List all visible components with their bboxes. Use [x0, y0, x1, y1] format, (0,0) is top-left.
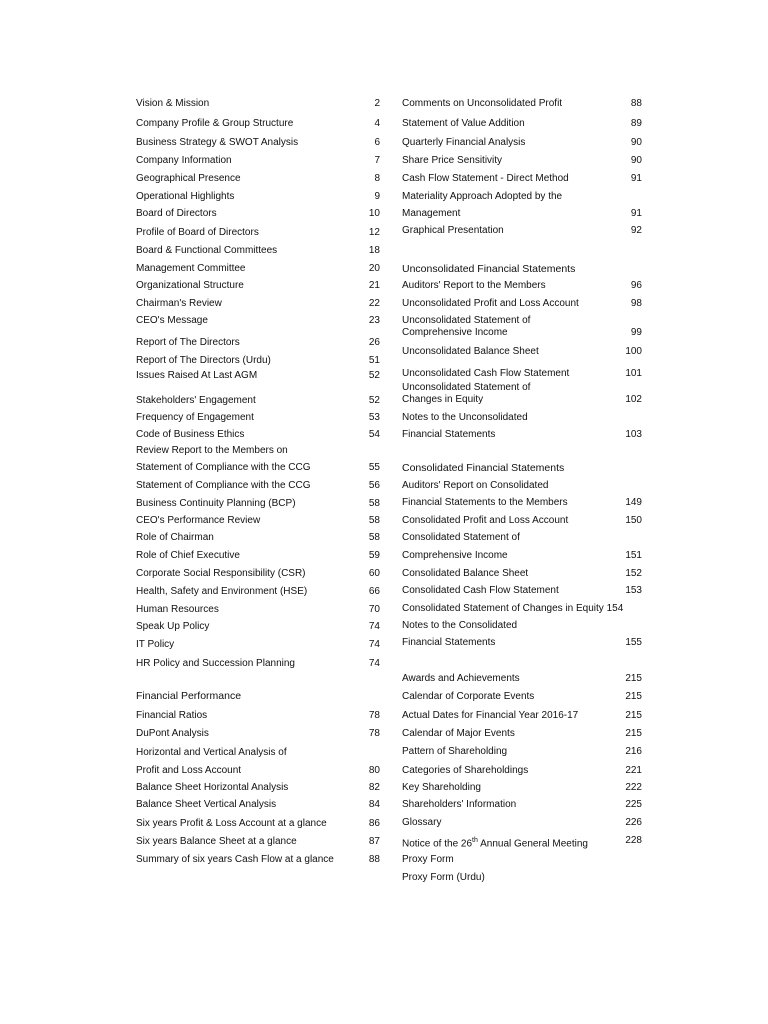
toc-entry-title: Statement of Compliance with the CCG [136, 462, 311, 473]
toc-entry-page-number: 78 [368, 728, 380, 739]
toc-entry-title: DuPont Analysis [136, 728, 209, 739]
toc-entry-page-number: 70 [368, 604, 380, 615]
toc-entry-title: Unconsolidated Statement of [402, 382, 531, 393]
toc-entry-title: Management Committee [136, 263, 246, 274]
toc-entry-page-number: 215 [625, 691, 642, 702]
toc-entry-title: Business Strategy & SWOT Analysis [136, 137, 299, 148]
toc-entry-page-number: 149 [625, 497, 642, 508]
toc-entry-title: Auditors' Report to the Members [402, 280, 546, 291]
toc-entry-page-number: 99 [630, 327, 642, 338]
toc-entry-title: Cash Flow Statement - Direct Method [402, 173, 569, 184]
toc-entry-page-number: 22 [368, 298, 380, 309]
toc-entry-title: Financial Statements [402, 429, 496, 440]
toc-entry-title: Comprehensive Income [402, 550, 508, 561]
toc-entry-page-number: 52 [368, 395, 380, 406]
toc-entry-page-number: 4 [374, 118, 380, 129]
toc-entry-title: Materiality Approach Adopted by the [402, 191, 563, 202]
toc-entry-page-number: 226 [625, 817, 642, 828]
toc-entry-page-number: 86 [368, 818, 380, 829]
toc-entry-page-number: 216 [625, 746, 642, 757]
toc-entry-title: Vision & Mission [136, 98, 210, 109]
toc-entry-page-number: 9 [374, 191, 380, 202]
toc-entry-page-number: 51 [368, 355, 380, 366]
toc-entry-page-number: 87 [368, 836, 380, 847]
toc-entry-title: Statement of Compliance with the CCG [136, 480, 311, 491]
toc-entry-page-number: 18 [368, 245, 380, 256]
toc-entry-title: Speak Up Policy [136, 621, 210, 632]
toc-entry-title: Shareholders' Information [402, 799, 517, 810]
toc-entry-title: HR Policy and Succession Planning [136, 658, 295, 669]
toc-entry-title: Key Shareholding [402, 782, 481, 793]
toc-entry-title: Health, Safety and Environment (HSE) [136, 586, 308, 597]
toc-entry-title: Balance Sheet Vertical Analysis [136, 799, 277, 810]
toc-entry-page-number: 66 [368, 586, 380, 597]
toc-entry-title: IT Policy [136, 639, 175, 650]
toc-entry-page-number: 225 [625, 799, 642, 810]
toc-entry-page-number: 78 [368, 710, 380, 721]
toc-entry-title: Unconsolidated Balance Sheet [402, 346, 539, 357]
toc-entry-page-number: 23 [368, 315, 380, 326]
toc-entry-title: CEO's Performance Review [136, 515, 261, 526]
toc-entry-title: Profit and Loss Account [136, 765, 242, 776]
toc-entry-title: Proxy Form (Urdu) [402, 872, 485, 883]
toc-entry-title: Code of Business Ethics [136, 429, 245, 440]
toc-entry-page-number: 60 [368, 568, 380, 579]
toc-entry-title: Calendar of Major Events [402, 728, 515, 739]
toc-entry-page-number: 10 [368, 208, 380, 219]
toc-entry-title: Financial Ratios [136, 710, 208, 721]
toc-entry-title: Board of Directors [136, 208, 217, 219]
toc-entry-page-number: 21 [368, 280, 380, 291]
toc-entry-page-number: 90 [630, 155, 642, 166]
toc-entry-title: Glossary [402, 817, 442, 828]
toc-entry-page-number: 20 [368, 263, 380, 274]
toc-entry-title: Unconsolidated Statement of [402, 315, 531, 326]
toc-entry-title: Actual Dates for Financial Year 2016-17 [402, 710, 579, 721]
toc-entry-title: Quarterly Financial Analysis [402, 137, 526, 148]
toc-entry-title: Chairman's Review [136, 298, 222, 309]
toc-entry-page-number: 58 [368, 498, 380, 509]
toc-entry-page-number: 103 [625, 429, 642, 440]
toc-entry-page-number: 228 [625, 835, 642, 846]
toc-entry-title: Comments on Unconsolidated Profit [402, 98, 563, 109]
toc-entry-page-number: 89 [630, 118, 642, 129]
toc-entry-title: Management [402, 208, 461, 219]
toc-entry-title: Graphical Presentation [402, 225, 504, 236]
toc-entry-title: Unconsolidated Financial Statements [402, 263, 576, 275]
toc-entry-title: Consolidated Statement of [402, 532, 520, 543]
toc-entry-page-number: 222 [625, 782, 642, 793]
toc-entry-page-number: 101 [625, 368, 642, 379]
toc-entry-title: Notes to the Consolidated [402, 620, 518, 631]
toc-entry-page-number: 91 [630, 208, 642, 219]
toc-entry-title: Unconsolidated Profit and Loss Account [402, 298, 579, 309]
toc-entry-title: Summary of six years Cash Flow at a glance [136, 854, 334, 865]
toc-entry-page-number: 150 [625, 515, 642, 526]
toc-entry-page-number: 90 [630, 137, 642, 148]
toc-entry-page-number: 151 [625, 550, 642, 561]
toc-entry-page-number: 52 [368, 370, 380, 381]
toc-entry-title: Financial Statements to the Members [402, 497, 568, 508]
toc-entry-page-number: 221 [625, 765, 642, 776]
toc-entry-title: Notice of the 26th Annual General Meeting [402, 837, 588, 850]
toc-entry-title: Share Price Sensitivity [402, 155, 503, 166]
toc-entry-title: Six years Balance Sheet at a glance [136, 836, 297, 847]
toc-entry-title: Role of Chief Executive [136, 550, 240, 561]
toc-entry-page-number: 74 [368, 639, 380, 650]
toc-entry-page-number: 2 [374, 98, 380, 109]
toc-entry-page-number: 215 [625, 728, 642, 739]
toc-entry-page-number: 58 [368, 515, 380, 526]
toc-entry-title: Auditors' Report on Consolidated [402, 480, 549, 491]
toc-entry-title: Awards and Achievements [402, 673, 520, 684]
toc-entry-page-number: 7 [374, 155, 380, 166]
toc-entry-title: Consolidated Financial Statements [402, 462, 565, 474]
toc-entry-page-number: 55 [368, 462, 380, 473]
toc-entry-title: Pattern of Shareholding [402, 746, 508, 757]
toc-entry-page-number: 98 [630, 298, 642, 309]
toc-entry-title: Role of Chairman [136, 532, 214, 543]
toc-entry-page-number: 74 [368, 658, 380, 669]
toc-entry-title: Organizational Structure [136, 280, 244, 291]
toc-entry-title: Company Profile & Group Structure [136, 118, 294, 129]
toc-entry-title: Six years Profit & Loss Account at a glance [136, 818, 327, 829]
toc-entry-title: Frequency of Engagement [136, 412, 254, 423]
toc-entry-page-number: 88 [368, 854, 380, 865]
toc-entry-title: Stakeholders' Engagement [136, 395, 256, 406]
toc-entry-page-number: 215 [625, 710, 642, 721]
toc-entry-page-number: 155 [625, 637, 642, 648]
toc-entry-title: Categories of Shareholdings [402, 765, 529, 776]
toc-entry-page-number: 56 [368, 480, 380, 491]
toc-entry-title: Proxy Form [402, 854, 454, 865]
toc-entry-page-number: 26 [368, 337, 380, 348]
toc-entry-page-number: 91 [630, 173, 642, 184]
toc-entry-title: Company Information [136, 155, 232, 166]
toc-entry-page-number: 84 [368, 799, 380, 810]
toc-entry-title: Changes in Equity [402, 394, 484, 405]
toc-entry-page-number: 53 [368, 412, 380, 423]
toc-entry-title: Calendar of Corporate Events [402, 691, 535, 702]
toc-entry-title: Horizontal and Vertical Analysis of [136, 747, 287, 758]
toc-entry-title: Issues Raised At Last AGM [136, 370, 258, 381]
toc-entry-title: Balance Sheet Horizontal Analysis [136, 782, 289, 793]
toc-entry-title: Report of The Directors (Urdu) [136, 355, 271, 366]
toc-entry-title: Financial Performance [136, 690, 242, 702]
toc-entry-page-number: 82 [368, 782, 380, 793]
toc-entry-title: Unconsolidated Cash Flow Statement [402, 368, 570, 379]
toc-entry-page-number: 100 [625, 346, 642, 357]
toc-entry-title: Corporate Social Responsibility (CSR) [136, 568, 306, 579]
toc-entry-page-number: 12 [368, 227, 380, 238]
toc-entry-title: Geographical Presence [136, 173, 241, 184]
toc-entry-page-number: 153 [625, 585, 642, 596]
toc-entry-title: Financial Statements [402, 637, 496, 648]
toc-entry-page-number: 88 [630, 98, 642, 109]
toc-entry-page-number: 215 [625, 673, 642, 684]
toc-entry-title: Consolidated Statement of Changes in Equity 154 [402, 603, 624, 614]
toc-entry-title: Consolidated Balance Sheet [402, 568, 529, 579]
toc-entry-title: Notes to the Unconsolidated [402, 412, 528, 423]
toc-entry-title: Business Continuity Planning (BCP) [136, 498, 296, 509]
toc-entry-title: Report of The Directors [136, 337, 240, 348]
toc-entry-page-number: 96 [630, 280, 642, 291]
toc-entry-page-number: 54 [368, 429, 380, 440]
toc-entry-title: Comprehensive Income [402, 327, 508, 338]
toc-entry-title: Board & Functional Committees [136, 245, 278, 256]
toc-entry-page-number: 8 [374, 173, 380, 184]
toc-entry-page-number: 92 [630, 225, 642, 236]
toc-entry-title: CEO's Message [136, 315, 208, 326]
toc-entry-title: Consolidated Cash Flow Statement [402, 585, 559, 596]
toc-entry-title: Statement of Value Addition [402, 118, 525, 129]
toc-entry-page-number: 102 [625, 394, 642, 405]
toc-entry-title: Profile of Board of Directors [136, 227, 259, 238]
toc-entry-page-number: 152 [625, 568, 642, 579]
toc-entry-title: Consolidated Profit and Loss Account [402, 515, 569, 526]
toc-entry-page-number: 58 [368, 532, 380, 543]
toc-entry-page-number: 74 [368, 621, 380, 632]
toc-entry-page-number: 6 [374, 137, 380, 148]
toc-entry-title: Operational Highlights [136, 191, 235, 202]
toc-entry-page-number: 59 [368, 550, 380, 561]
toc-entry-page-number: 80 [368, 765, 380, 776]
toc-entry-title: Human Resources [136, 604, 219, 615]
toc-entry-title: Review Report to the Members on [136, 445, 288, 456]
